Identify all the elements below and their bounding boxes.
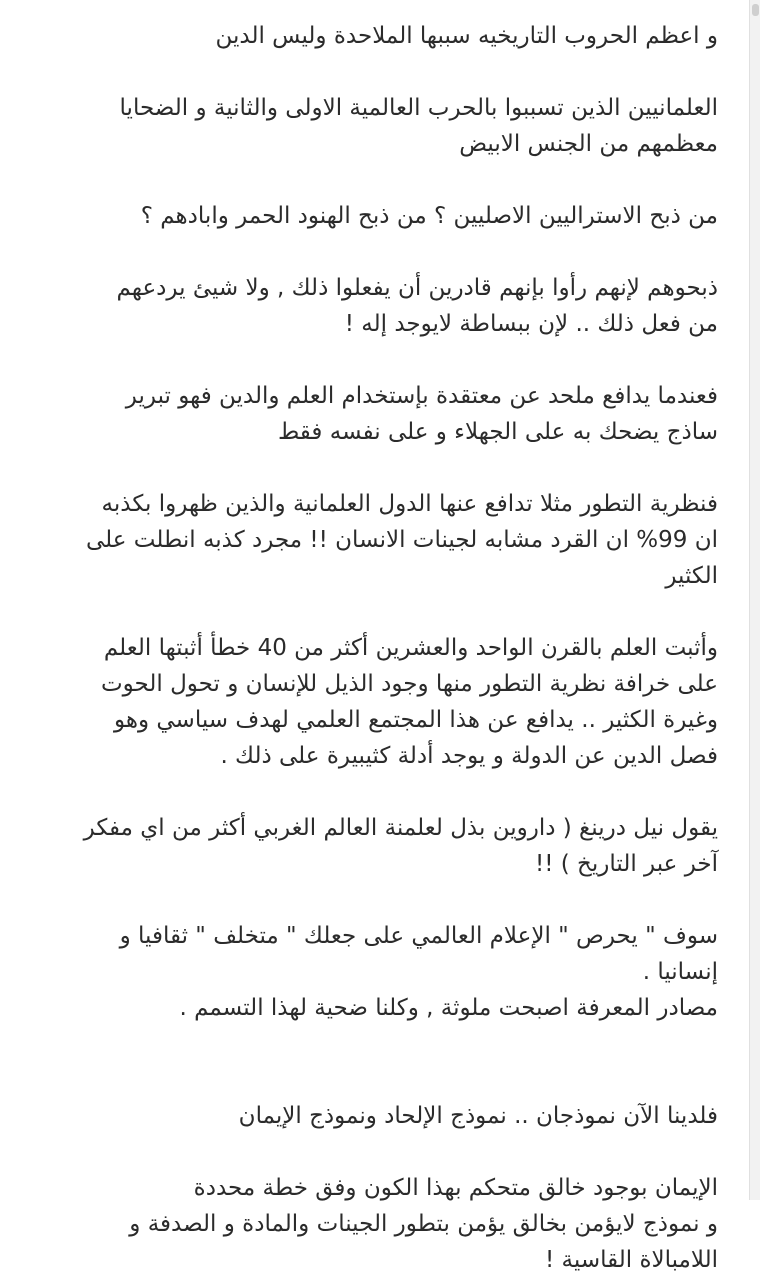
text-line: العلمانيين الذين تسببوا بالحرب العالمية الاولى والثانية و الضحايا (119, 95, 718, 121)
paragraph-8 (34, 810, 718, 882)
text-line: إنسانيا . (642, 959, 718, 985)
paragraph-5 (34, 378, 718, 450)
paragraph-11 (34, 1170, 718, 1278)
text-line: من فعل ذلك .. لإن ببساطة لايوجد إله ! (344, 311, 718, 337)
text-line: اللامبالاة القاسية ! (545, 1247, 718, 1273)
text-line: على خرافة نظرية التطور منها وجود الذيل للإنسان و تحول الحوت (100, 671, 718, 697)
paragraph-1 (34, 18, 718, 54)
text-line: و نموذج لايؤمن بخالق يؤمن بتطور الجينات والمادة و الصدفة و (129, 1211, 718, 1237)
paragraph-4 (34, 270, 718, 342)
text-line: ذبحوهم لإنهم رأوا بإنهم قادرين أن يفعلوا ذلك , ولا شيئ يردعهم (116, 275, 718, 301)
text-line: فنظرية التطور مثلا تدافع عنها الدول العلمانية والذين ظهروا بكذبه (101, 491, 718, 517)
text-line: ساذج يضحك به على الجهلاء و على نفسه فقط (277, 419, 718, 445)
text-line: من ذبح الاستراليين الاصليين ؟ من ذبح الهنود الحمر وابادهم ؟ (140, 203, 718, 229)
text-line: سوف " يحرص " الإعلام العالمي على جعلك " متخلف " ثقافيا و (119, 923, 718, 949)
text-line: مصادر المعرفة اصبحت ملوثة , وكلنا ضحية لهذا التسمم . (179, 995, 718, 1021)
text-line: آخر عبر التاريخ ) !! (534, 851, 718, 877)
text-line: ان 99% ان القرد مشابه لجينات الانسان !! مجرد كذبه انطلت على (85, 527, 718, 553)
paragraph-7 (34, 630, 718, 774)
scrollbar-track[interactable] (749, 0, 760, 1200)
text-line: و اعظم الحروب التاريخيه سببها الملاحدة وليس الدين (215, 23, 718, 49)
article-text (34, 18, 718, 1278)
scrollbar-thumb[interactable] (752, 4, 759, 16)
text-line: يقول نيل درينغ ( داروين بذل لعلمنة العالم الغربي أكثر من اي مفكر (83, 815, 718, 841)
text-line: الكثير (665, 563, 718, 589)
text-line: فعندما يدافع ملحد عن معتقدة بإستخدام العلم والدين فهو تبرير (125, 383, 718, 409)
text-line: وغيرة الكثير .. يدافع عن هذا المجتمع العلمي لهدف سياسي وهو (113, 707, 718, 733)
text-line: الإيمان بوجود خالق متحكم بهذا الكون وفق خطة محددة (193, 1175, 718, 1201)
text-line: فصل الدين عن الدولة و يوجد أدلة كثيبيرة على ذلك . (220, 743, 718, 769)
paragraph-3 (34, 198, 718, 234)
paragraph-6 (34, 486, 718, 594)
blank-gap (34, 1062, 718, 1098)
text-line: فلدينا الآن نموذجان .. نموذج الإلحاد ونموذج الإيمان (238, 1103, 718, 1129)
text-line: وأثبت العلم بالقرن الواحد والعشرين أكثر من 40 خطأ أثبتها العلم (103, 635, 718, 661)
paragraph-10 (34, 1098, 718, 1134)
paragraph-2 (34, 90, 718, 162)
paragraph-9 (34, 918, 718, 1026)
text-line: معظمهم من الجنس الابيض (459, 131, 718, 157)
